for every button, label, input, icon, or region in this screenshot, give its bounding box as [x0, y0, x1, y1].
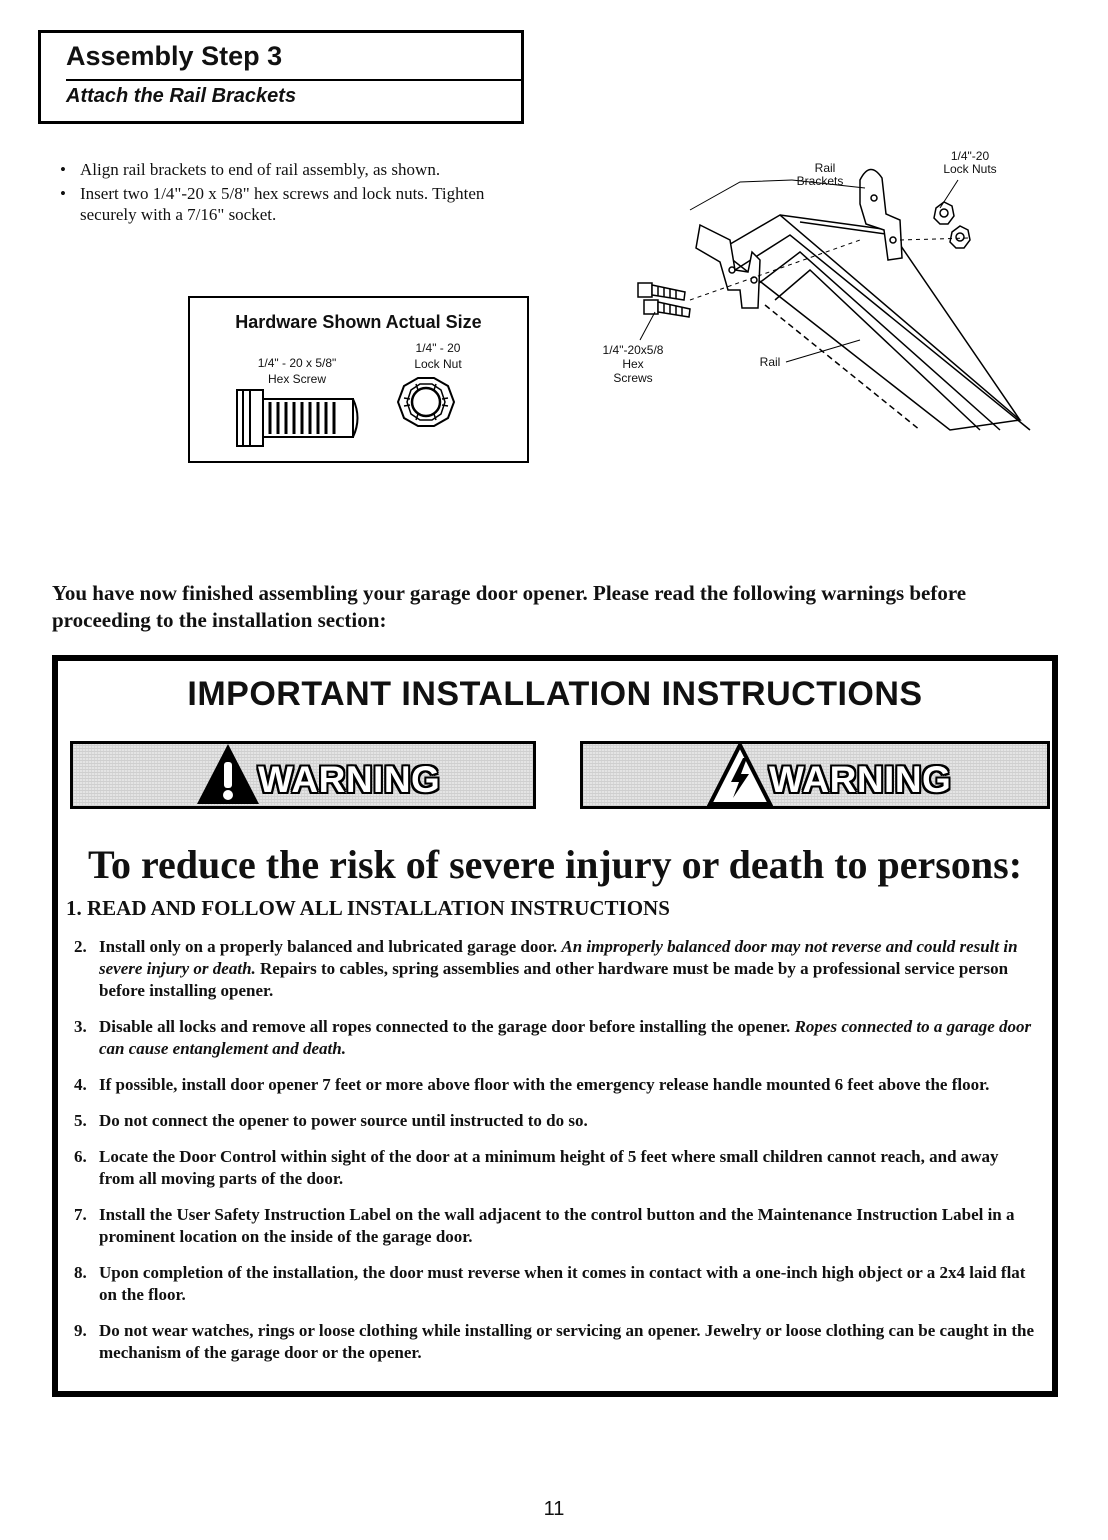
step-bullets: [60, 159, 530, 228]
step-divider: [66, 79, 521, 81]
list-item: 7. Install the User Safety Instruction Label on the wall adjacent to the control button and the Maintenance Instruction Label in a prominent location on the inside of the garage door.: [74, 1205, 1015, 1246]
electrical-hazard-icon: [707, 742, 773, 808]
lock-nut-name-label: Lock Nut: [414, 357, 462, 371]
hex-screw-size-label: 1/4" - 20 x 5/8": [257, 356, 337, 370]
instruction-list: [74, 936, 1034, 1378]
list-item: 9. Do not wear watches, rings or loose clothing while installing or servicing an opener. Jewelry or loose clothing can be caught in the mechanism of the garage door or the opener.: [74, 1321, 1034, 1362]
lock-nuts-label-2: Lock Nuts: [943, 162, 997, 176]
list-item: • Insert two 1/4"-20 x 5/8" hex screws and lock nuts. Tighten securely with a 7/16" socket.: [60, 184, 485, 224]
hex-screw-icon: [237, 390, 358, 446]
first-instruction: 1. READ AND FOLLOW ALL INSTALLATION INSTRUCTIONS: [66, 896, 670, 920]
rail-label: Rail: [759, 355, 781, 369]
hex-screw-name-label: Hex Screw: [267, 372, 326, 386]
warning-label-left: WARNING: [258, 759, 441, 800]
hardware-illustration: [190, 298, 527, 461]
lock-nut-shape: [934, 202, 954, 224]
list-item: 5. Do not connect the opener to power source until instructed to do so.: [74, 1111, 588, 1130]
step-header-box: [38, 30, 524, 124]
hex-screws-label-2: Hex: [622, 357, 644, 371]
lock-nut-icon: [398, 378, 454, 426]
warning-label-right: WARNING: [769, 759, 952, 800]
hardware-title: Hardware Shown Actual Size: [235, 312, 482, 332]
warning-banner-left: [70, 741, 536, 809]
important-title: IMPORTANT INSTALLATION INSTRUCTIONS: [187, 675, 923, 713]
right-bracket-shape: [860, 169, 902, 260]
step-title: Assembly Step 3: [66, 41, 283, 71]
lock-nuts-label-1: 1/4"-20: [950, 149, 990, 163]
list-item: 8. Upon completion of the installation, the door must reverse when it comes in contact with a one-inch high object or a 2x4 laid flat on the floor.: [74, 1263, 1026, 1304]
warning-banner-right: [580, 741, 1050, 809]
hex-screw-shape: [638, 283, 690, 317]
lock-nut-size-label: 1/4" - 20: [415, 341, 461, 355]
list-item: 4. If possible, install door opener 7 feet or more above floor with the emergency release handle mounted 6 feet above the floor.: [74, 1075, 990, 1094]
risk-heading: To reduce the risk of severe injury or death to persons:: [87, 842, 1023, 887]
finish-notice: You have now finished assembling your garage door opener. Please read the following warnings before proceeding to the installation section:: [52, 581, 967, 632]
hex-screws-label-3: Screws: [613, 371, 653, 385]
rail-bracket-diagram: [560, 140, 1060, 445]
page-number: 11: [543, 1498, 565, 1520]
list-item: 6. Locate the Door Control within sight of the door at a minimum height of 5 feet where small children cannot reach, and away from all moving parts of the door.: [74, 1147, 999, 1188]
warning-triangle-icon: [195, 742, 261, 808]
rail-brackets-label-2: Brackets: [796, 174, 844, 188]
hex-screws-label-1: 1/4"-20x5/8: [602, 343, 664, 357]
step-subtitle: Attach the Rail Brackets: [66, 85, 297, 107]
list-item: 3. Disable all locks and remove all ropes connected to the garage door before installing the opener. Ropes connected to a garage door can cause entanglement and death.: [74, 1017, 1032, 1058]
list-item: 2. Install only on a properly balanced and lubricated garage door. An improperly balanced door may not reverse and could result in severe injury or death. Repairs to cables, spring assemblies and other hardware must be made by a professional service person before installing opener.: [74, 937, 1018, 1000]
list-item: • Align rail brackets to end of rail assembly, as shown.: [60, 160, 441, 179]
rail-brackets-label-1: Rail: [814, 161, 836, 175]
hardware-box: [188, 296, 529, 463]
important-instructions-box: [52, 655, 1058, 1397]
